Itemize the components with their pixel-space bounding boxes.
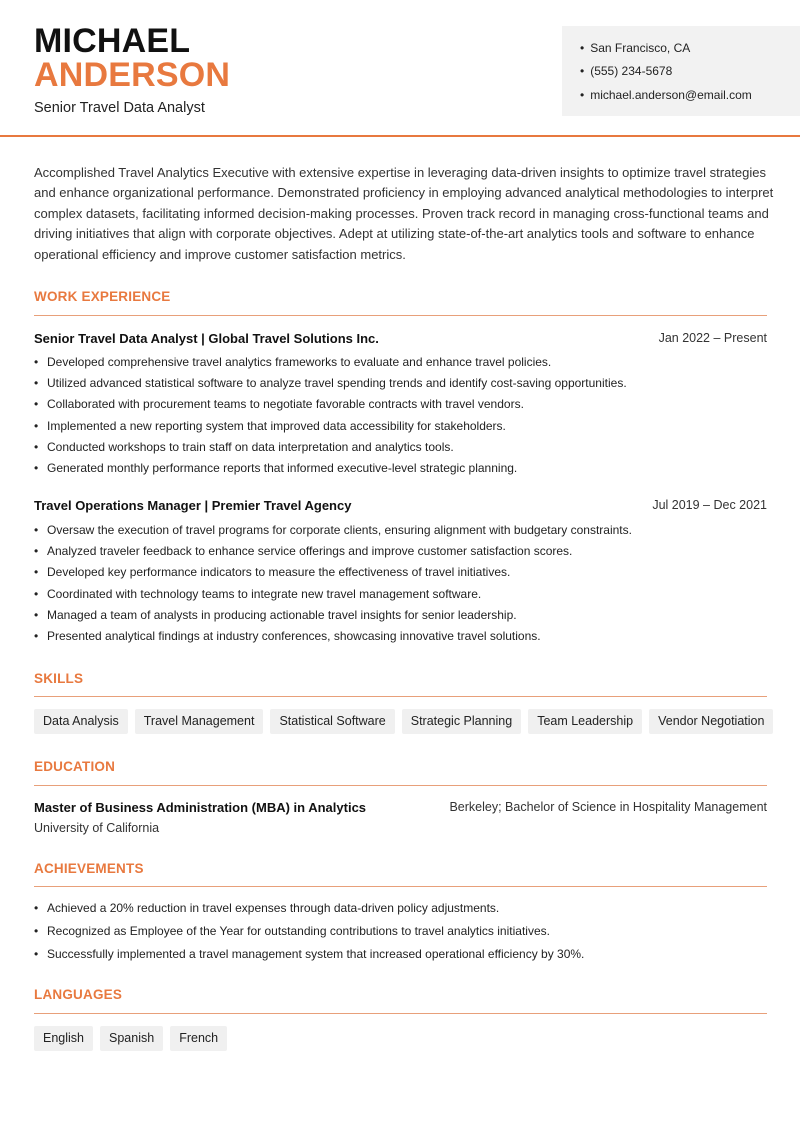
list-item: • Coordinated with technology teams to integrate new travel management software. (34, 584, 767, 605)
skill-chip: Travel Management (135, 709, 264, 734)
contact-box (562, 26, 800, 116)
skill-chip: Statistical Software (270, 709, 394, 734)
list-item: • Oversaw the execution of travel programs for corporate clients, ensuring alignment with budgetary constraints. (34, 520, 767, 541)
list-item: • Developed comprehensive travel analytics frameworks to evaluate and enhance travel policies. (34, 352, 767, 373)
first-name: MICHAEL (34, 22, 191, 60)
job-dates: Jan 2022 – Present (658, 331, 767, 345)
list-item: • Generated monthly performance reports that informed executive-level strategic planning. (34, 458, 767, 479)
education-degree: Master of Business Administration (MBA) in Analytics (34, 800, 367, 815)
job-bullets (34, 520, 767, 647)
list-item: • Conducted workshops to train staff on data interpretation and analytics tools. (34, 437, 767, 458)
skill-chip: Vendor Negotiation (649, 709, 773, 734)
language-chip: English (34, 1026, 93, 1051)
skill-chip: Data Analysis (34, 709, 128, 734)
contact-location: • San Francisco, CA (580, 40, 690, 56)
languages-list (34, 1026, 227, 1051)
contact-email: • michael.anderson@email.com (580, 87, 752, 103)
skill-chip: Strategic Planning (402, 709, 521, 734)
section-divider (34, 315, 767, 316)
list-item: • Collaborated with procurement teams to negotiate favorable contracts with travel vendors. (34, 394, 767, 415)
section-divider (34, 785, 767, 786)
section-title-languages: LANGUAGES (34, 987, 123, 1002)
resume-header (0, 0, 800, 137)
section-title-achievements: ACHIEVEMENTS (34, 861, 144, 876)
section-title-education: EDUCATION (34, 759, 116, 774)
language-chip: French (170, 1026, 227, 1051)
list-item: • Successfully implemented a travel management system that increased operational efficiency by 30%. (34, 943, 767, 966)
education-school: University of California (34, 821, 160, 835)
list-item: • Developed key performance indicators to measure the effectiveness of travel initiatives. (34, 562, 767, 583)
job-role: Senior Travel Data Analyst | Global Travel Solutions Inc. (34, 331, 379, 346)
section-title-work: WORK EXPERIENCE (34, 289, 171, 304)
list-item: • Achieved a 20% reduction in travel expenses through data-driven policy adjustments. (34, 897, 767, 920)
section-divider (34, 1013, 767, 1014)
summary: Accomplished Travel Analytics Executive with extensive expertise in leveraging data-driven insights to optimize travel strategies and enhance organizational performance. Demonstrated proficiency in employing advanced analytical methodologies to interpret complex datasets, facilitating informed decision-making processes. Proven track record in managing cross-functional teams and driving initiatives that align with corporate objectives. Adept at utilizing state-of-the-art analytics tools and software to enhance operational efficiency and improve customer satisfaction metrics. (34, 165, 774, 262)
achievements-list (34, 897, 767, 965)
job-bullets (34, 352, 767, 479)
list-item: • Utilized advanced statistical software to analyze travel spending trends and identify cost-saving opportunities. (34, 373, 767, 394)
language-chip: Spanish (100, 1026, 163, 1051)
job-role: Travel Operations Manager | Premier Travel Agency (34, 498, 352, 513)
list-item: • Recognized as Employee of the Year for outstanding contributions to travel analytics initiatives. (34, 920, 767, 943)
section-divider (34, 696, 767, 697)
list-item: • Managed a team of analysts in producing actionable travel insights for senior leadership. (34, 605, 767, 626)
skills-list (34, 709, 773, 734)
job-header (34, 331, 767, 346)
job-header (34, 498, 767, 513)
last-name: ANDERSON (34, 56, 231, 94)
list-item: • Analyzed traveler feedback to enhance service offerings and improve customer satisfaction scores. (34, 541, 767, 562)
list-item: • Implemented a new reporting system that improved data accessibility for stakeholders. (34, 416, 767, 437)
education-detail: Berkeley; Bachelor of Science in Hospitality Management (449, 800, 767, 814)
section-divider (34, 886, 767, 887)
job-title: Senior Travel Data Analyst (34, 100, 205, 116)
list-item: • Presented analytical findings at industry conferences, showcasing innovative travel solutions. (34, 626, 767, 647)
skill-chip: Team Leadership (528, 709, 642, 734)
section-title-skills: SKILLS (34, 671, 84, 686)
contact-phone: • (555) 234-5678 (580, 63, 672, 79)
job-dates: Jul 2019 – Dec 2021 (652, 498, 767, 512)
